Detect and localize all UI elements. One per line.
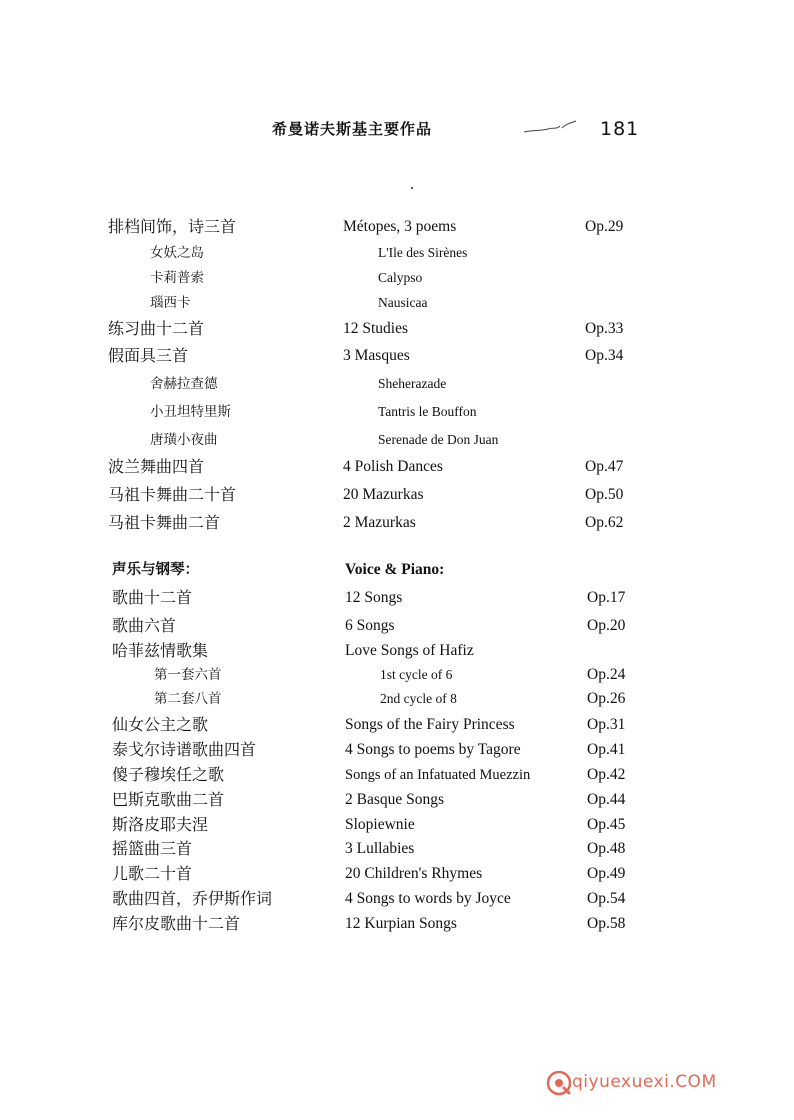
work-title-en: 4 Polish Dances xyxy=(343,458,443,475)
opus-number: Op.26 xyxy=(587,690,626,707)
work-title-en: Métopes, 3 poems xyxy=(343,218,457,235)
opus-number: Op.33 xyxy=(585,320,624,337)
opus-number: Op.50 xyxy=(585,486,624,503)
sub-work-row xyxy=(0,429,794,451)
opus-number: Op.47 xyxy=(585,458,624,475)
opus-number: Op.45 xyxy=(587,816,626,833)
work-row xyxy=(0,216,794,238)
work-row xyxy=(0,345,794,367)
sub-work-row xyxy=(0,242,794,264)
opus-number: Op.48 xyxy=(587,840,626,857)
work-row xyxy=(0,838,794,860)
work-title-cn: 练习曲十二首 xyxy=(108,319,205,338)
opus-number: Op.44 xyxy=(587,791,626,808)
work-title-en: 12 Kurpian Songs xyxy=(345,915,457,932)
work-title-cn: 小丑坦特里斯 xyxy=(150,404,231,420)
work-row xyxy=(0,789,794,811)
section-heading xyxy=(0,559,794,581)
section-title-cn: 声乐与钢琴： xyxy=(112,562,199,578)
work-title-en: Love Songs of Hafiz xyxy=(345,642,474,659)
opus-number: Op.20 xyxy=(587,617,626,634)
work-title-cn: 波兰舞曲四首 xyxy=(108,457,205,476)
watermark-text: qiyuexuexi.COM xyxy=(572,1072,717,1092)
work-title-en: 4 Songs to poems by Tagore xyxy=(345,741,521,758)
work-title-cn: 库尔皮歌曲十二首 xyxy=(112,914,241,933)
work-row xyxy=(0,863,794,885)
work-title-cn: 马祖卡舞曲二十首 xyxy=(108,485,237,504)
opus-number: Op.54 xyxy=(587,890,626,907)
work-title-cn: 哈菲兹情歌集 xyxy=(112,641,209,660)
opus-number: Op.17 xyxy=(587,589,626,606)
opus-number: Op.31 xyxy=(587,716,626,733)
work-title-en: Songs of an Infatuated Muezzin xyxy=(345,767,531,783)
work-title-cn: 傻子穆埃任之歌 xyxy=(112,765,225,784)
work-row xyxy=(0,764,794,786)
work-row xyxy=(0,318,794,340)
speck xyxy=(411,187,413,189)
work-title-en: 2 Mazurkas xyxy=(343,514,416,531)
work-row xyxy=(0,739,794,761)
ornament-scribble-icon xyxy=(522,118,578,140)
page-number: 181 xyxy=(600,118,640,140)
work-title-cn: 马祖卡舞曲二首 xyxy=(108,513,221,532)
work-title-cn: 第一套六首 xyxy=(154,667,222,683)
work-title-en: 3 Lullabies xyxy=(345,840,415,857)
work-title-en: 3 Masques xyxy=(343,347,410,364)
work-title-en: 20 Children's Rhymes xyxy=(345,865,483,882)
opus-number: Op.49 xyxy=(587,865,626,882)
work-title-cn: 舍赫拉查德 xyxy=(150,376,218,392)
work-title-en: Tantris le Bouffon xyxy=(378,404,477,419)
work-title-en: 2 Basque Songs xyxy=(345,791,445,808)
work-row xyxy=(0,456,794,478)
work-row xyxy=(0,888,794,910)
work-title-cn: 歌曲四首，乔伊斯作词 xyxy=(112,889,273,908)
work-row xyxy=(0,714,794,736)
opus-number: Op.58 xyxy=(587,915,626,932)
work-title-cn: 唐璜小夜曲 xyxy=(150,432,218,448)
opus-number: Op.42 xyxy=(587,766,626,783)
work-title-cn: 仙女公主之歌 xyxy=(112,715,209,734)
work-row xyxy=(0,512,794,534)
work-title-en: 6 Songs xyxy=(345,617,395,634)
work-row xyxy=(0,587,794,609)
work-title-en: 20 Mazurkas xyxy=(343,486,424,503)
work-title-en: 4 Songs to words by Joyce xyxy=(345,890,511,907)
work-row xyxy=(0,640,794,662)
sub-work-row xyxy=(0,267,794,289)
work-title-cn: 歌曲十二首 xyxy=(112,588,193,607)
work-title-cn: 斯洛皮耶夫涅 xyxy=(112,815,209,834)
work-title-en: L'Ile des Sirènes xyxy=(378,245,468,260)
work-title-en: 2nd cycle of 8 xyxy=(380,691,457,706)
opus-number: Op.29 xyxy=(585,218,624,235)
work-title-en: Slopiewnie xyxy=(345,816,415,833)
section-title-en: Voice & Piano: xyxy=(345,561,445,578)
work-title-cn: 泰戈尔诗谱歌曲四首 xyxy=(112,740,257,759)
opus-number: Op.24 xyxy=(587,666,626,683)
opus-number: Op.41 xyxy=(587,741,626,758)
work-title-cn: 巴斯克歌曲二首 xyxy=(112,790,225,809)
work-title-cn: 瑙西卡 xyxy=(150,295,191,311)
work-title-cn: 卡莉普索 xyxy=(150,270,204,286)
work-title-cn: 摇篮曲三首 xyxy=(112,839,193,858)
opus-number: Op.34 xyxy=(585,347,624,364)
work-title-en: Serenade de Don Juan xyxy=(378,432,499,447)
work-title-cn: 第二套八首 xyxy=(154,691,222,707)
sub-work-row xyxy=(0,664,794,686)
work-row xyxy=(0,913,794,935)
sub-work-row xyxy=(0,373,794,395)
running-title: 希曼诺夫斯基主要作品 xyxy=(272,120,433,138)
work-title-en: Songs of the Fairy Princess xyxy=(345,716,515,733)
sub-work-row xyxy=(0,292,794,314)
work-title-en: 12 Songs xyxy=(345,589,403,606)
work-title-cn: 歌曲六首 xyxy=(112,616,177,635)
watermark-logo-icon xyxy=(546,1070,572,1096)
work-row xyxy=(0,615,794,637)
work-title-en: Sheherazade xyxy=(378,376,447,391)
work-title-cn: 女妖之岛 xyxy=(150,245,204,261)
work-row xyxy=(0,484,794,506)
work-title-cn: 儿歌二十首 xyxy=(112,864,193,883)
work-title-cn: 排档间饰，诗三首 xyxy=(108,217,237,236)
sub-work-row xyxy=(0,688,794,710)
work-title-en: 12 Studies xyxy=(343,320,409,337)
work-title-cn: 假面具三首 xyxy=(108,346,189,365)
opus-number: Op.62 xyxy=(585,514,624,531)
work-title-en: Nausicaa xyxy=(378,295,428,310)
sub-work-row xyxy=(0,401,794,423)
work-title-en: 1st cycle of 6 xyxy=(380,667,453,682)
work-title-en: Calypso xyxy=(378,270,423,285)
work-row xyxy=(0,814,794,836)
